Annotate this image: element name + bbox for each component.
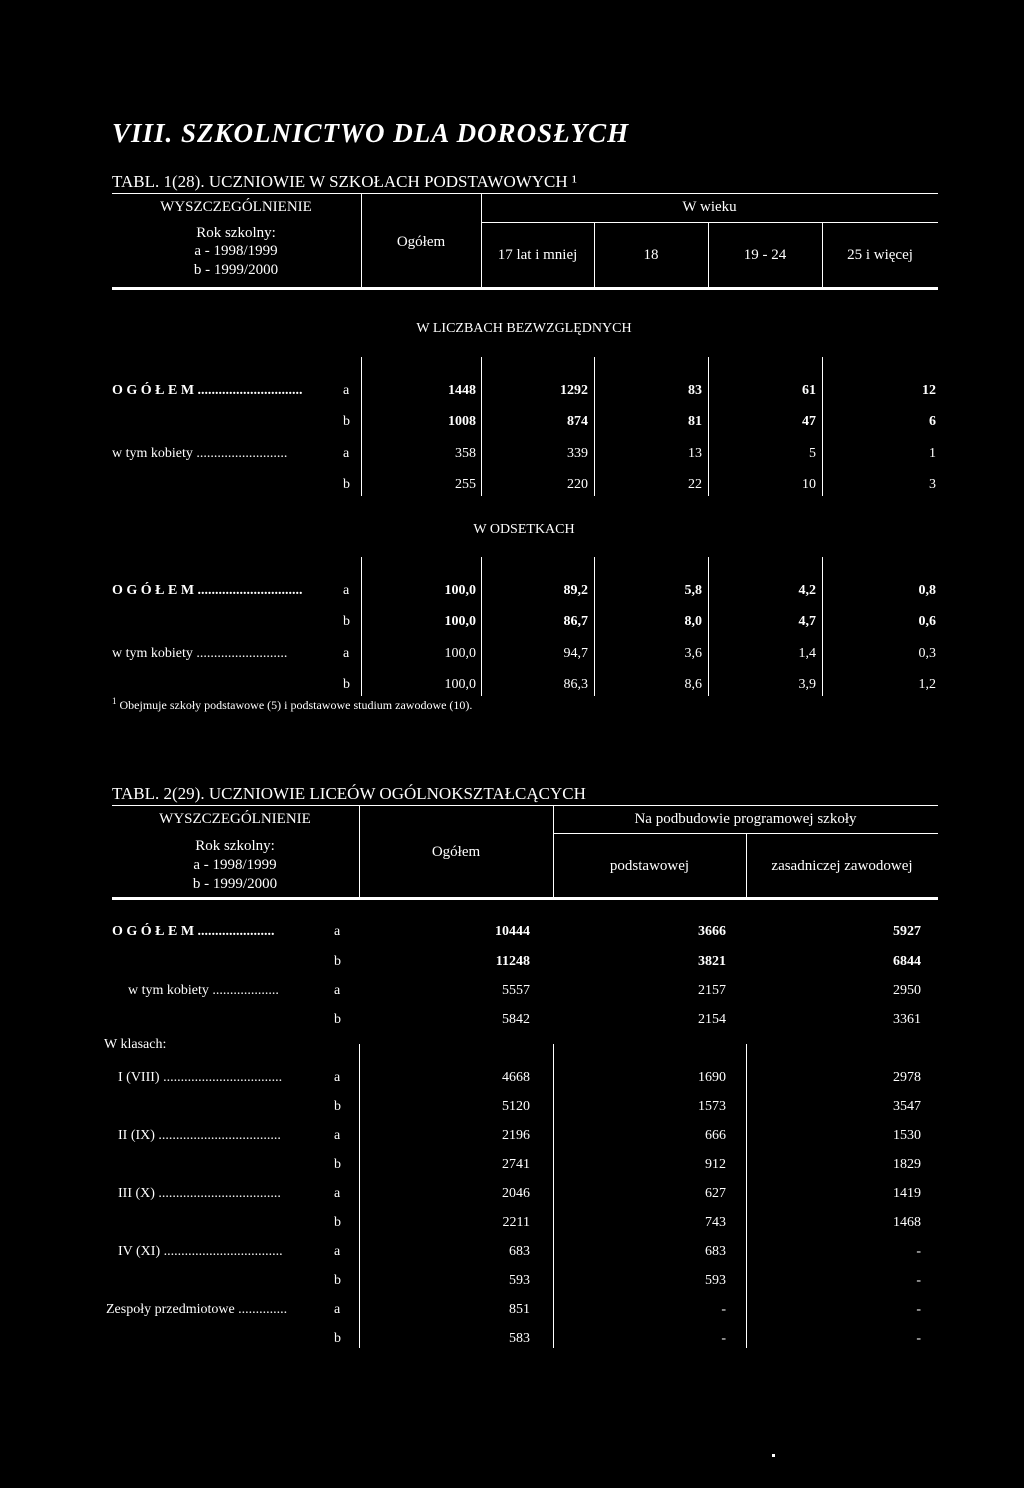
table1-wyszczegolnienie: WYSZCZEGÓLNIENIE xyxy=(160,199,312,215)
table1-section-abs: W LICZBACH BEZWZGLĘDNYCH xyxy=(416,321,632,336)
table-cell: 22 xyxy=(688,476,702,492)
table-cell: 912 xyxy=(705,1157,726,1172)
table-cell: 0,6 xyxy=(918,614,936,630)
table-cell: 8,6 xyxy=(684,676,702,692)
table-cell: 683 xyxy=(705,1244,726,1259)
table2-col-podstawowej: podstawowej xyxy=(609,858,690,874)
column-divider xyxy=(361,357,362,496)
table2-w-klasach: W klasach: xyxy=(104,1037,167,1052)
table-cell: 2211 xyxy=(502,1215,530,1230)
table2-col-zasadniczej: zasadniczej zawodowej xyxy=(771,858,913,874)
table-cell: 3,9 xyxy=(798,676,816,692)
table-cell: 3547 xyxy=(893,1099,921,1114)
row-label: w tym kobiety .......................... xyxy=(112,445,288,461)
row-year-marker: a xyxy=(343,445,350,461)
table-cell: 94,7 xyxy=(563,645,588,661)
table1-ogolem: Ogółem xyxy=(396,234,446,250)
row-label: w tym kobiety .......................... xyxy=(112,645,288,661)
column-divider xyxy=(708,557,709,696)
table-cell: - xyxy=(916,1302,921,1317)
row-label: IV (XI) .................................. xyxy=(118,1244,283,1259)
row-label: O G Ó Ł E M ...................... xyxy=(112,924,275,939)
row-year-marker: a xyxy=(343,583,350,598)
table-cell: 10 xyxy=(802,476,816,492)
table1-section-pct: W ODSETKACH xyxy=(473,522,575,537)
table-cell: - xyxy=(721,1331,726,1346)
table2-year-b: b - 1999/2000 xyxy=(192,876,278,892)
table2-ogolem: Ogółem xyxy=(431,844,481,860)
table2-year-a: a - 1998/1999 xyxy=(193,857,277,873)
table-cell: 627 xyxy=(705,1186,726,1201)
table-cell: 2196 xyxy=(502,1128,530,1143)
table-cell: 743 xyxy=(705,1215,726,1230)
table-cell: 83 xyxy=(688,383,702,398)
row-year-marker: a xyxy=(334,1186,341,1201)
table1-col-age-1: 17 lat i mniej xyxy=(497,247,578,263)
row-year-marker: a xyxy=(334,1302,341,1317)
row-year-marker: a xyxy=(334,1128,341,1143)
table1-col-age-4: 25 i więcej xyxy=(847,247,913,263)
table1-col-age-3: 19 - 24 xyxy=(743,247,787,263)
table-cell: 2157 xyxy=(698,983,726,998)
table1-header-rule xyxy=(112,287,938,290)
table-cell: 1,2 xyxy=(918,676,936,692)
table-cell: 1008 xyxy=(448,414,476,430)
table-cell: 100,0 xyxy=(444,583,476,598)
table-cell: 86,7 xyxy=(563,614,588,630)
scan-speck xyxy=(772,1454,775,1457)
table-cell: 220 xyxy=(567,476,588,492)
table1-rok-szkolny: Rok szkolny: xyxy=(196,225,276,241)
table-cell: 683 xyxy=(509,1244,530,1259)
table-cell: 1468 xyxy=(893,1215,921,1230)
table-cell: 100,0 xyxy=(444,645,476,661)
row-year-marker: b xyxy=(343,676,350,692)
row-year-marker: b xyxy=(343,476,350,492)
table-cell: 86,3 xyxy=(563,676,588,692)
row-year-marker: a xyxy=(343,383,350,398)
row-year-marker: b xyxy=(343,614,350,630)
table-cell: 4668 xyxy=(502,1070,530,1085)
table-cell: 13 xyxy=(688,445,702,461)
row-year-marker: a xyxy=(334,1070,341,1085)
table-cell: 100,0 xyxy=(444,614,476,630)
column-divider xyxy=(822,357,823,496)
row-year-marker: b xyxy=(334,1012,341,1027)
table-cell: 6844 xyxy=(893,954,921,969)
column-divider xyxy=(361,557,362,696)
table-cell: 2046 xyxy=(502,1186,530,1201)
table-cell: 89,2 xyxy=(563,583,588,598)
table1-top-rule xyxy=(112,193,938,194)
column-divider xyxy=(359,1044,360,1348)
footnote-mark: 1 xyxy=(112,696,117,706)
row-year-marker: b xyxy=(334,1215,341,1230)
column-divider xyxy=(553,1044,554,1348)
footnote-text: Obejmuje szkoły podstawowe (5) i podstawowe studium zawodowe (10). xyxy=(119,698,473,712)
table-cell: 255 xyxy=(455,476,476,492)
table-cell: 1573 xyxy=(698,1099,726,1114)
column-divider xyxy=(594,357,595,496)
table-cell: 5,8 xyxy=(684,583,702,598)
table-cell: 5 xyxy=(809,445,816,461)
row-label: III (X) ................................... xyxy=(118,1186,281,1201)
table-cell: 12 xyxy=(922,383,936,398)
column-divider xyxy=(481,357,482,496)
table-cell: 3,6 xyxy=(684,645,702,661)
row-label: II (IX) ................................... xyxy=(118,1128,281,1143)
table-cell: 2978 xyxy=(893,1070,921,1085)
table-cell: 100,0 xyxy=(444,676,476,692)
table2-header-rule xyxy=(112,897,938,900)
table-cell: 11248 xyxy=(495,954,530,969)
row-label: Zespoły przedmiotowe .............. xyxy=(106,1302,288,1317)
column-divider xyxy=(708,357,709,496)
table-cell: 5927 xyxy=(893,924,921,939)
table-cell: 1,4 xyxy=(798,645,816,661)
table-cell: 6 xyxy=(929,414,936,430)
table-cell: 3 xyxy=(929,476,936,492)
table-cell: 1448 xyxy=(448,383,476,398)
table1-col-age-2: 18 xyxy=(643,247,659,263)
table-cell: 1419 xyxy=(893,1186,921,1201)
table-cell: 874 xyxy=(567,414,588,430)
table-cell: 0,8 xyxy=(918,583,936,598)
row-year-marker: a xyxy=(343,645,350,661)
row-year-marker: a xyxy=(334,983,341,998)
table1-sub-rule xyxy=(481,222,938,223)
table2-rok-szkolny: Rok szkolny: xyxy=(195,838,275,854)
section-title: VIII. SZKOLNICTWO DLA DOROSŁYCH xyxy=(112,118,630,148)
table-cell: 8,0 xyxy=(684,614,702,630)
row-year-marker: a xyxy=(334,924,341,939)
table-cell: 2741 xyxy=(502,1157,530,1172)
table-cell: 593 xyxy=(509,1273,530,1288)
table-cell: 1292 xyxy=(560,383,588,398)
column-divider xyxy=(481,557,482,696)
table2-wyszczegolnienie: WYSZCZEGÓLNIENIE xyxy=(159,811,311,827)
table2-top-rule xyxy=(112,805,938,806)
row-year-marker: b xyxy=(334,1157,341,1172)
column-divider xyxy=(594,557,595,696)
row-year-marker: a xyxy=(334,1244,341,1259)
table-cell: 10444 xyxy=(495,924,530,939)
table-cell: 1 xyxy=(929,445,936,461)
table-cell: 5842 xyxy=(502,1012,530,1027)
table1-title: TABL. 1(28). UCZNIOWIE W SZKOŁACH PODSTAWOWYCH ¹ xyxy=(112,172,578,191)
table-cell: 339 xyxy=(567,445,588,461)
table-cell: 5120 xyxy=(502,1099,530,1114)
row-year-marker: b xyxy=(343,414,350,430)
table-cell: 358 xyxy=(455,445,476,461)
table-cell: 583 xyxy=(509,1331,530,1346)
row-label: O G Ó Ł E M .............................. xyxy=(112,583,303,598)
table-cell: 666 xyxy=(705,1128,726,1143)
row-year-marker: b xyxy=(334,1273,341,1288)
table-cell: 1690 xyxy=(698,1070,726,1085)
table-cell: - xyxy=(916,1244,921,1259)
table-cell: - xyxy=(916,1273,921,1288)
table-cell: 593 xyxy=(705,1273,726,1288)
table-cell: 61 xyxy=(802,383,816,398)
table1-w-wieku: W wieku xyxy=(682,199,737,215)
table-cell: - xyxy=(916,1331,921,1346)
table-cell: 2154 xyxy=(698,1012,726,1027)
table-cell: 2950 xyxy=(893,983,921,998)
table1-footnote xyxy=(112,696,472,713)
table-cell: 4,2 xyxy=(798,583,816,598)
row-label: O G Ó Ł E M .............................. xyxy=(112,383,303,398)
row-label: I (VIII) .................................. xyxy=(118,1070,283,1085)
table-cell: - xyxy=(721,1302,726,1317)
table-cell: 4,7 xyxy=(798,614,816,630)
table-cell: 81 xyxy=(688,414,702,430)
table-cell: 47 xyxy=(802,414,816,430)
table-cell: 3821 xyxy=(698,954,726,969)
table1-year-b: b - 1999/2000 xyxy=(193,262,279,278)
row-label: w tym kobiety ................... xyxy=(128,983,279,998)
row-year-marker: b xyxy=(334,1099,341,1114)
table1-year-a: a - 1998/1999 xyxy=(194,243,278,259)
table-cell: 851 xyxy=(509,1302,530,1317)
table-cell: 1530 xyxy=(893,1128,921,1143)
table-cell: 1829 xyxy=(893,1157,921,1172)
table-cell: 3361 xyxy=(893,1012,921,1027)
column-divider xyxy=(822,557,823,696)
table-cell: 3666 xyxy=(698,924,726,939)
row-year-marker: b xyxy=(334,954,341,969)
table-cell: 0,3 xyxy=(918,645,936,661)
column-divider xyxy=(746,1044,747,1348)
table2-title: TABL. 2(29). UCZNIOWIE LICEÓW OGÓLNOKSZTAŁCĄCYCH xyxy=(112,784,586,803)
table2-na-podbudowie: Na podbudowie programowej szkoły xyxy=(634,811,857,827)
table-cell: 5557 xyxy=(502,983,530,998)
row-year-marker: b xyxy=(334,1331,341,1346)
